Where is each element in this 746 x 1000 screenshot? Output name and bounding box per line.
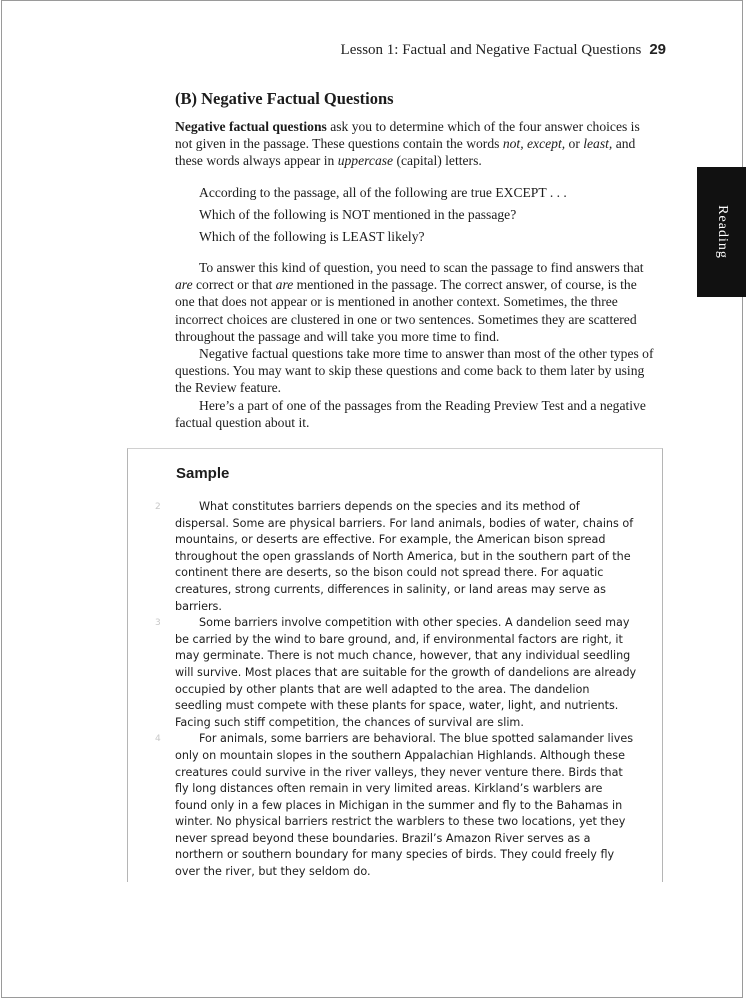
intro-part4: and these words always appear in [175,136,636,169]
section-title: (B) Negative Factual Questions [175,89,394,108]
explanation-paragraph: To answer this kind of question, you need to scan the passage to find answers that are correct or that are mentioned in the passage. The correct answer, of course, is the one that does not appear or is mentioned in another context. Sometimes, the three incorrect choices are clustered in one or two sentences. Sometimes they are scattered throughout the passage and will take you more time to find. [175,260,644,344]
word-not: not, [502,136,524,152]
word-least: least, [583,136,613,152]
running-head-text: Lesson 1: Factual and Negative Factual Questions [340,42,642,58]
section-tab-label: Reading [714,205,730,259]
paragraph-number: 3 [155,618,161,629]
sample-paragraph: 4 For animals, some barriers are behavioral. The blue spotted salamander lives only on mountain slopes in the southern Appalachian Highlands. Although these creatures could survive in the river valleys, they never venture there. Birds that fly long distances often remain in very limited areas. Kirkland’s warblers are found only in a few places in Michigan in the summer and fly to the Bahamas in winter. No physical barriers restrict the warblers to these two locations, yet they never spread beyond these boundaries. Brazil’s Amazon River serves as a northern or southern boundary for many species of birds. They could freely fly over the river, but they seldom do. [155,732,634,879]
sample-box [127,448,663,882]
explanation-paragraph: Here’s a part of one of the passages from the Reading Preview Test and a negative factual question about it. [175,397,646,430]
example-question: Which of the following is LEAST likely? [199,229,425,244]
intro-part5: (capital) letters. [393,153,482,169]
sample-passage [155,499,637,881]
example-question: According to the passage, all of the following are true EXCEPT . . . [199,185,567,200]
sample-paragraph: 2 What constitutes barriers depends on the species and its method of dispersal. Some are physical barriers. For land animals, bodies of water, chains of mountains, or deserts are effective. For example, the American bison spread throughout the open grasslands of North America, but in the southern part of the continent there are deserts, so the bison could not spread there. For aquatic creatures, strong currents, differences in salinity, or land areas may serve as barriers. [155,500,634,613]
sample-title: Sample [176,465,230,482]
sample-paragraph: 3 Some barriers involve competition with other species. A dandelion seed may be carried by the wind to bare ground, and, if environmental factors are right, it may germinate. There is not much chance, however, that any individual seedling will survive. Most places that are suitable for the growth of dandelions are already occupied by other plants that are well adapted to the area. The dandelion seedling must compete with these plants for space, water, light, and nutrients. Facing such stiff competition, the chances of survival are slim. [155,616,637,729]
paragraph-number: 2 [155,502,161,512]
intro-term: Negative factual questions [175,119,327,134]
intro-paragraph [175,118,655,170]
intro-part3: or [565,136,584,152]
intro-part1: ask you to determine which of the four answer choices is not given in the passage. These questions contain the words [175,119,640,152]
emphasis-are: are [275,277,294,293]
word-uppercase: uppercase [337,153,394,169]
explanation-text [175,259,655,431]
example-questions [199,184,567,250]
explanation-paragraph: Negative factual questions take more time to answer than most of the other types of questions. You may want to skip these questions and come back to them later by using the Review feature. [175,346,654,396]
example-question: Which of the following is NOT mentioned in the passage? [199,207,517,222]
page-number: 29 [649,41,666,58]
emphasis-are: are [175,277,193,293]
word-except: except, [527,136,566,152]
section-tab [697,167,746,297]
running-header [341,41,666,59]
paragraph-number: 4 [155,734,161,745]
